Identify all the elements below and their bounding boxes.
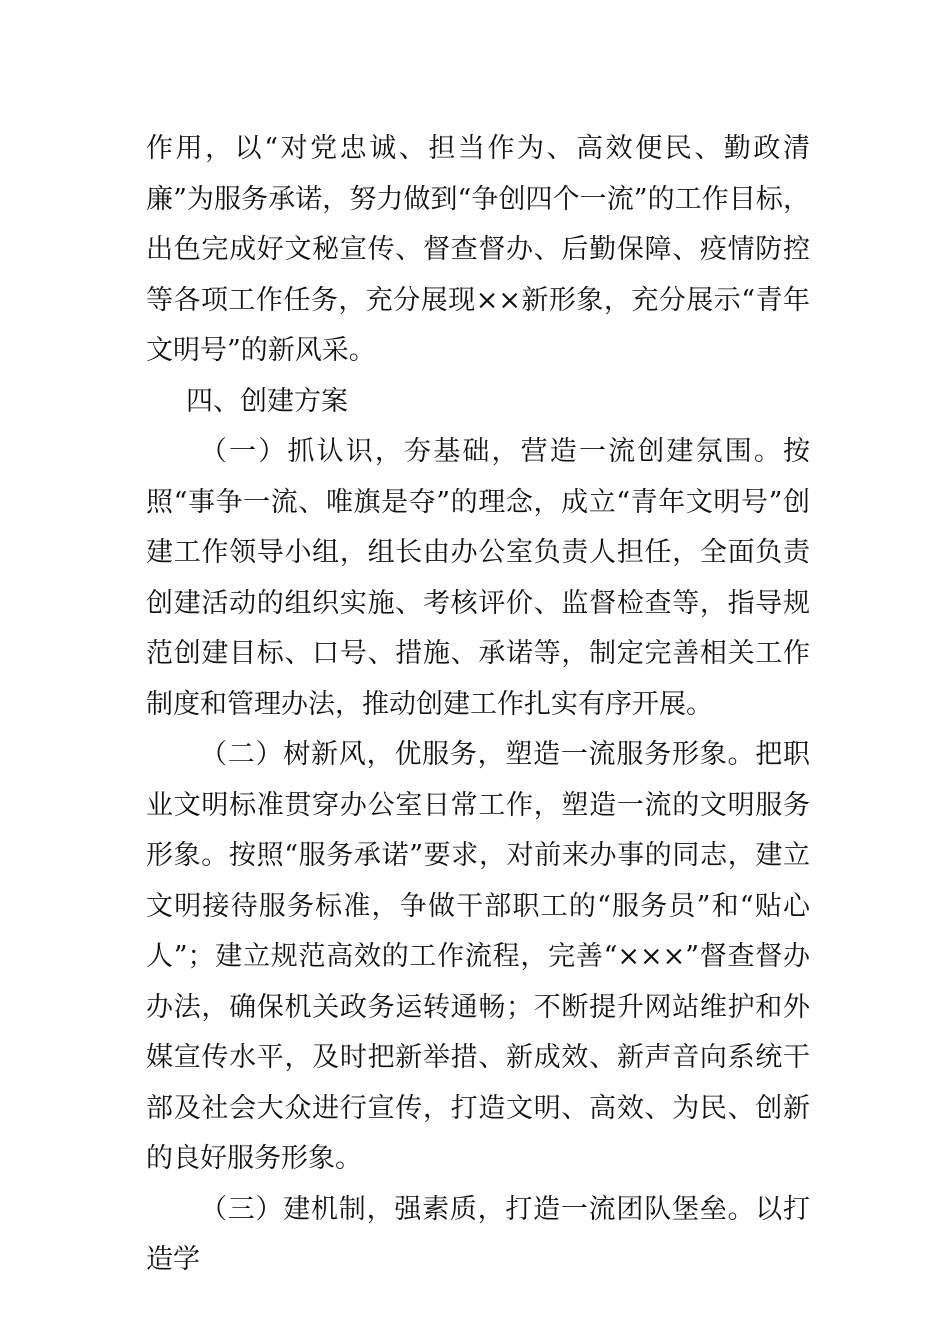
paragraph-item-1: （一）抓认识，夯基础，营造一流创建氛围。按照“事争一流、唯旗是夺”的理念，成立“青年文明号”创建工作领导小组，组长由办公室负责人担任，全面负责创建活动的组织实施、考核评价、监督检查等，指导规范创建目标、口号、措施、承诺等，制定完善相关工作制度和管理办法，推动创建工作扎实有序开展。 [146,436,810,720]
paragraph-item-3: （三）建机制，强素质，打造一流团队堡垒。以打造学 [146,1193,810,1275]
document-body [146,124,810,1286]
paragraph-continuation: 作用，以“对党忠诚、担当作为、高效便民、勤政清廉”为服务承诺，努力做到“争创四个一流”的工作目标，出色完成好文秘宣传、督查督办、后勤保障、疫情防控等各项工作任务，充分展现××新形象，充分展示“青年文明号”的新风采。 [146,133,810,366]
section-heading: 四、创建方案 [186,385,348,417]
paragraph-item-2: （二）树新风，优服务，塑造一流服务形象。把职业文明标准贯穿办公室日常工作，塑造一流的文明服务形象。按照“服务承诺”要求，对前来办事的同志，建立文明接待服务标准，争做干部职工的“服务员”和“贴心人”；建立规范高效的工作流程，完善“×××”督查督办办法，确保机关政务运转通畅；不断提升网站维护和外媒宣传水平，及时把新举措、新成效、新声音向系统干部及社会大众进行宣传，打造文明、高效、为民、创新的良好服务形象。 [146,739,810,1174]
